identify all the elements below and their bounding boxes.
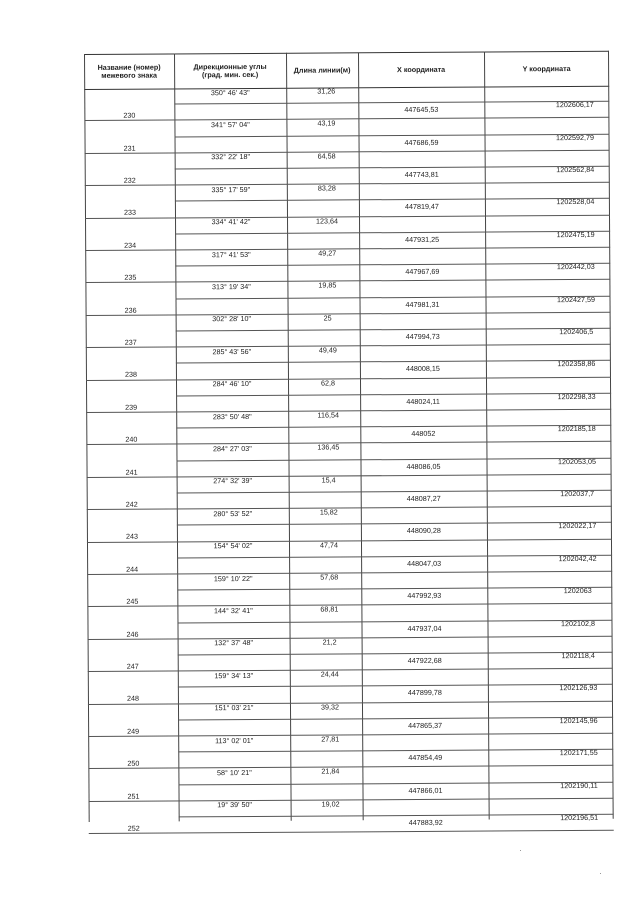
line-length-cell: 27,81 xyxy=(321,734,340,744)
directional-angle-cell: 332° 22' 18" xyxy=(211,152,251,162)
directional-angle-cell: 284° 27' 03" xyxy=(212,443,252,454)
y-coordinate-cell: 1202063 xyxy=(563,586,592,596)
x-coordinate-cell: 447686,59 xyxy=(404,137,439,147)
y-coordinate-cell: 1202358,86 xyxy=(557,359,596,369)
directional-angle-cell: 341° 57' 04" xyxy=(211,119,250,130)
directional-angle-cell: 302° 28' 10" xyxy=(212,314,252,324)
line-length-cell: 19,85 xyxy=(318,280,337,290)
x-coordinate-cell: 447994,73 xyxy=(405,331,440,342)
y-coordinate-cell: 1202053,05 xyxy=(557,456,597,466)
line-length-cell: 24,44 xyxy=(320,669,339,679)
header-name: Название (номер) межевого знака xyxy=(97,62,161,80)
line-length-cell: 19,02 xyxy=(321,799,340,809)
boundary-mark-name-cell: 237 xyxy=(124,337,137,347)
line-length-cell: 43,19 xyxy=(317,118,336,128)
line-length-cell: 62,8 xyxy=(320,378,336,388)
line-length-cell: 64,58 xyxy=(317,151,336,161)
y-coordinate-cell: 1202185,18 xyxy=(557,424,596,434)
line-length-cell: 123,64 xyxy=(315,216,339,226)
directional-angle-cell: 350° 46' 43" xyxy=(210,87,250,97)
directional-angle-cell: 159° 10' 22" xyxy=(213,573,253,583)
y-coordinate-cell: 1202406,5 xyxy=(559,326,594,337)
line-length-cell: 21,2 xyxy=(322,637,337,647)
x-coordinate-cell: 447645,53 xyxy=(404,105,439,115)
line-length-cell: 49,49 xyxy=(318,345,337,355)
header-x: Х координата xyxy=(397,64,446,74)
directional-angle-cell: 317° 41' 53" xyxy=(211,249,251,259)
boundary-mark-name-cell: 233 xyxy=(123,208,136,218)
directional-angle-cell: 313° 19' 34" xyxy=(212,281,251,292)
x-coordinate-cell: 447743,81 xyxy=(404,169,439,180)
y-coordinate-cell: 1202126,93 xyxy=(559,683,598,693)
y-coordinate-cell: 1202475,19 xyxy=(556,229,595,239)
line-length-cell: 31,26 xyxy=(317,86,336,96)
x-coordinate-cell: 447883,92 xyxy=(408,817,443,828)
x-coordinate-cell: 447854,49 xyxy=(408,753,443,763)
header-y: Y координата xyxy=(522,63,571,74)
x-coordinate-cell: 447931,25 xyxy=(405,234,440,244)
directional-angle-cell: 113° 02' 01" xyxy=(215,735,254,745)
boundary-mark-name-cell: 242 xyxy=(125,499,138,509)
x-coordinate-cell: 447899,78 xyxy=(407,688,442,698)
y-coordinate-cell: 1202102,8 xyxy=(560,618,595,628)
x-coordinate-cell: 448087,27 xyxy=(406,493,441,504)
y-coordinate-cell: 1202298,33 xyxy=(557,391,596,401)
directional-angle-cell: 58° 10' 21" xyxy=(216,767,252,778)
x-coordinate-cell: 447922,68 xyxy=(407,655,442,666)
y-coordinate-cell: 1202528,04 xyxy=(556,197,595,207)
y-coordinate-cell: 1202171,55 xyxy=(559,748,598,758)
scan-speck xyxy=(520,850,521,851)
boundary-mark-name-cell: 230 xyxy=(123,110,136,120)
x-coordinate-cell: 448024,11 xyxy=(406,396,440,406)
line-length-cell: 83,28 xyxy=(317,183,336,193)
line-length-cell: 57,68 xyxy=(320,572,339,582)
x-coordinate-cell: 448047,03 xyxy=(407,558,442,568)
boundary-mark-name-cell: 240 xyxy=(125,434,138,444)
x-coordinate-cell: 447937,04 xyxy=(407,623,442,633)
boundary-mark-name-cell: 231 xyxy=(123,143,136,153)
y-coordinate-cell: 1202118,4 xyxy=(561,650,595,661)
boundary-mark-name-cell: 235 xyxy=(124,272,137,282)
line-length-cell: 25 xyxy=(323,313,332,323)
x-coordinate-cell: 448052 xyxy=(411,429,436,439)
y-coordinate-cell: 1202190,11 xyxy=(560,780,598,790)
boundary-mark-name-cell: 243 xyxy=(125,532,138,542)
y-coordinate-cell: 1202022,17 xyxy=(558,521,597,531)
x-coordinate-cell: 447866,01 xyxy=(408,785,443,795)
boundary-mark-name-cell: 245 xyxy=(126,596,139,606)
directional-angle-cell: 335° 17' 59" xyxy=(211,184,251,194)
directional-angle-cell: 284° 46' 10" xyxy=(212,379,252,389)
boundary-mark-name-cell: 248 xyxy=(126,694,139,704)
line-length-cell: 21,84 xyxy=(321,766,340,776)
boundary-mark-name-cell: 234 xyxy=(124,240,137,250)
line-length-cell: 15,82 xyxy=(319,507,338,517)
directional-angle-cell: 19° 39' 50" xyxy=(217,800,253,810)
x-coordinate-cell: 447819,47 xyxy=(404,202,439,212)
x-coordinate-cell: 448090,28 xyxy=(406,526,441,536)
line-length-cell: 15,4 xyxy=(321,475,336,485)
line-length-cell: 39,32 xyxy=(320,702,340,712)
line-length-cell: 47,74 xyxy=(319,540,339,550)
directional-angle-cell: 285° 43' 56" xyxy=(212,346,252,356)
boundary-mark-name-cell: 250 xyxy=(127,758,140,768)
directional-angle-cell: 159° 34' 13" xyxy=(214,670,254,680)
directional-angle-cell: 151° 03' 21" xyxy=(214,703,254,713)
y-coordinate-cell: 1202037,7 xyxy=(560,488,595,499)
line-length-cell: 136,45 xyxy=(317,442,340,452)
directional-angle-cell: 274° 32' 39" xyxy=(213,476,253,486)
y-coordinate-cell: 1202042,42 xyxy=(558,553,597,563)
x-coordinate-cell: 447981,31 xyxy=(405,299,440,309)
boundary-mark-name-cell: 252 xyxy=(127,823,140,833)
directional-angle-cell: 334° 41' 42" xyxy=(211,217,251,227)
y-coordinate-cell: 1202427,59 xyxy=(556,294,596,304)
boundary-mark-name-cell: 247 xyxy=(126,661,139,671)
boundary-mark-name-cell: 239 xyxy=(125,402,138,412)
x-coordinate-cell: 448008,15 xyxy=(405,364,440,374)
x-coordinate-cell: 447967,69 xyxy=(405,267,440,277)
y-coordinate-cell: 1202442,03 xyxy=(556,262,595,272)
y-coordinate-cell: 1202196,51 xyxy=(560,812,599,823)
boundary-mark-name-cell: 244 xyxy=(126,564,139,574)
boundary-mark-name-cell: 232 xyxy=(123,175,136,185)
line-length-cell: 116,54 xyxy=(317,410,339,420)
directional-angle-cell: 144° 32' 41" xyxy=(213,605,253,616)
header-length: Длина линии(м) xyxy=(293,65,351,75)
directional-angle-cell: 280° 53' 52" xyxy=(213,508,253,518)
y-coordinate-cell: 1202562,84 xyxy=(556,164,595,175)
boundary-mark-name-cell: 241 xyxy=(125,467,138,477)
boundary-mark-name-cell: 249 xyxy=(127,726,140,736)
table-header-row xyxy=(84,51,609,90)
directional-angle-cell: 132° 37' 48" xyxy=(214,638,254,648)
y-coordinate-cell: 1202145,96 xyxy=(559,715,598,725)
x-coordinate-cell: 447992,93 xyxy=(407,591,442,601)
directional-angle-cell: 283° 50' 48" xyxy=(212,411,252,421)
boundary-mark-name-cell: 246 xyxy=(126,629,139,639)
y-coordinate-cell: 1202606,17 xyxy=(555,100,594,110)
boundary-coordinates-table xyxy=(84,51,614,833)
x-coordinate-cell: 447865,37 xyxy=(408,720,443,730)
line-length-cell: 68,81 xyxy=(320,604,339,614)
x-coordinate-cell: 448086,05 xyxy=(406,461,441,471)
y-coordinate-cell: 1202592,79 xyxy=(555,132,595,142)
line-length-cell: 49,27 xyxy=(318,248,337,258)
boundary-mark-name-cell: 236 xyxy=(124,305,137,315)
header-angle: Дирекционные углы (град. мин. сек.) xyxy=(193,61,267,80)
scan-speck xyxy=(600,873,601,874)
boundary-mark-name-cell: 238 xyxy=(124,370,137,380)
directional-angle-cell: 154° 54' 02" xyxy=(213,541,253,551)
boundary-mark-name-cell: 251 xyxy=(127,791,140,801)
